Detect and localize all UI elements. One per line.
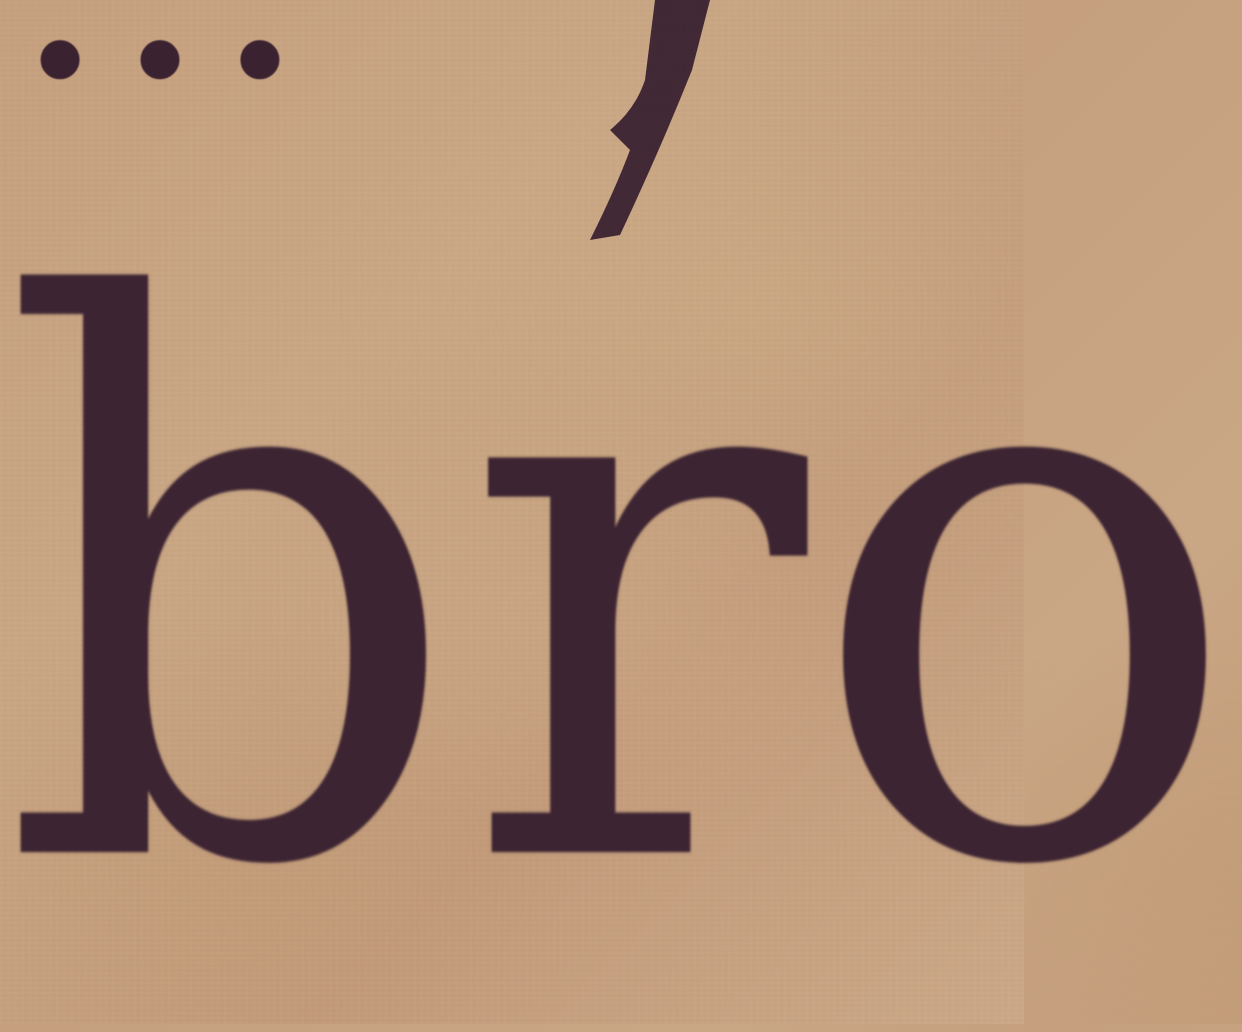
main-word: bro — [0, 148, 1242, 1032]
top-ellipsis — [10, 0, 322, 122]
